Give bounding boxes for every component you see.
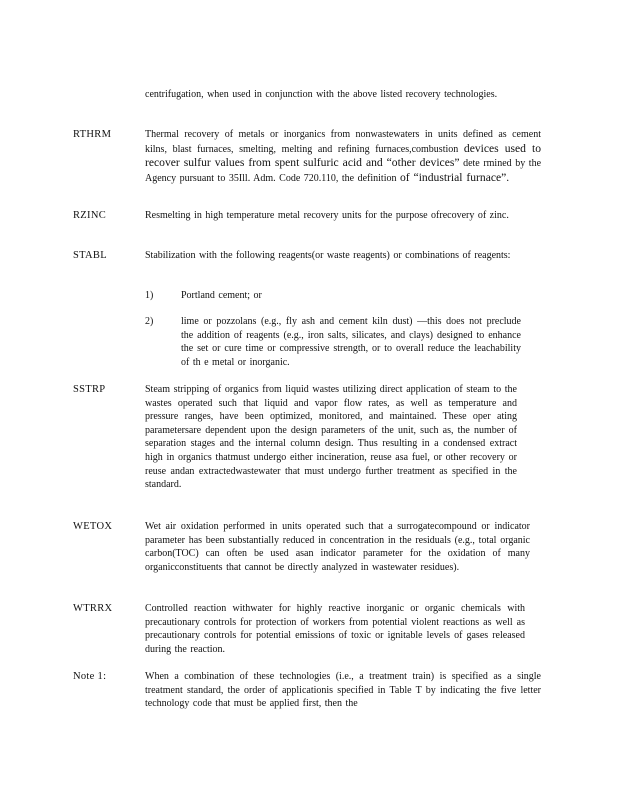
technology-description [145,128,541,185]
note-text: When a combination of these technologies (i.e., a treatment train) is specified as a single treatment standard, the order of applicationis specified in Table T by indicating the five letter technology code that must be applied first, then the [145,671,541,710]
technology-description: Wet air oxidation performed in units operated such that a surrogatecompound or indicator parameter has been substantially reduced in concentration in the residuals (e.g., total organic carbon(TOC) can often be used asan indicator parameter for the oxidation of many organicconstituents that cannot be directly analyzed in wastewater residues). [145,521,530,573]
item-text: lime or pozzolans (e.g., fly ash and cement kiln dust) —this does not preclude the addition of reagents (e.g., iron salts, silicates, and clays) designed to enhance the set or cure time or compressive strength, or to overall reduce the leachability of th e metal or inorganic. [181,316,521,368]
technology-description: Controlled reaction withwater for highly reactive inorganic or organic chemicals with precautionary controls for protection of workers from potential violent reactions as well as precautionary controls for potential emissions of toxic or ignitable levels of gases released during the reaction. [145,603,525,655]
item-number: 1) [145,290,154,301]
technology-description: Steam stripping of organics from liquid wastes utilizing direct application of steam to the wastes operated such that liquid and vapor flow rates, as well as temperature and pressure ranges, have been optimized, monitored, and maintained. These oper ating parametersare dependent upon the design parameters of the unit, such as, the number of separation stages and the internal column design. Thus resulting in a condensed extract high in organics thatmust undergo either incineration, reuse asa fuel, or other recovery or reuse andan extractedwastewater that must undergo further treatment as specified in the standard. [145,384,517,491]
item-number: 2) [145,316,154,327]
note-label: Note 1: [73,671,107,682]
technology-code: SSTRP [73,384,106,395]
description-part-4: of “industrial furnace”. [400,170,510,184]
continuation-text: centrifugation, when used in conjunction with the above listed recovery technologies. [145,89,498,100]
description-part-2: devices used to recover sulfur values from spent sulfuric acid and “other devices” [145,141,542,170]
technology-code: RTHRM [73,129,112,140]
description-part-3: dete rmined by the Agency pursuant to 35Ill. Adm. Code 720.110, the definition [145,158,542,184]
technology-code: WTRRX [73,603,113,614]
technology-code: WETOX [73,521,113,532]
technology-description: Stabilization with the following reagents(or waste reagents) or combinations of reagents: [145,250,511,261]
technology-description: Resmelting in high temperature metal recovery units for the purpose ofrecovery of zinc. [145,210,509,221]
item-text: Portland cement; or [181,290,262,301]
technology-code: RZINC [73,210,106,221]
technology-code: STABL [73,250,107,261]
description-part-1: Thermal recovery of metals or inorganics from nonwastewaters in units defined as cement kilns, blast furnaces, smelting, melting and refining furnaces,combustion [145,129,541,155]
